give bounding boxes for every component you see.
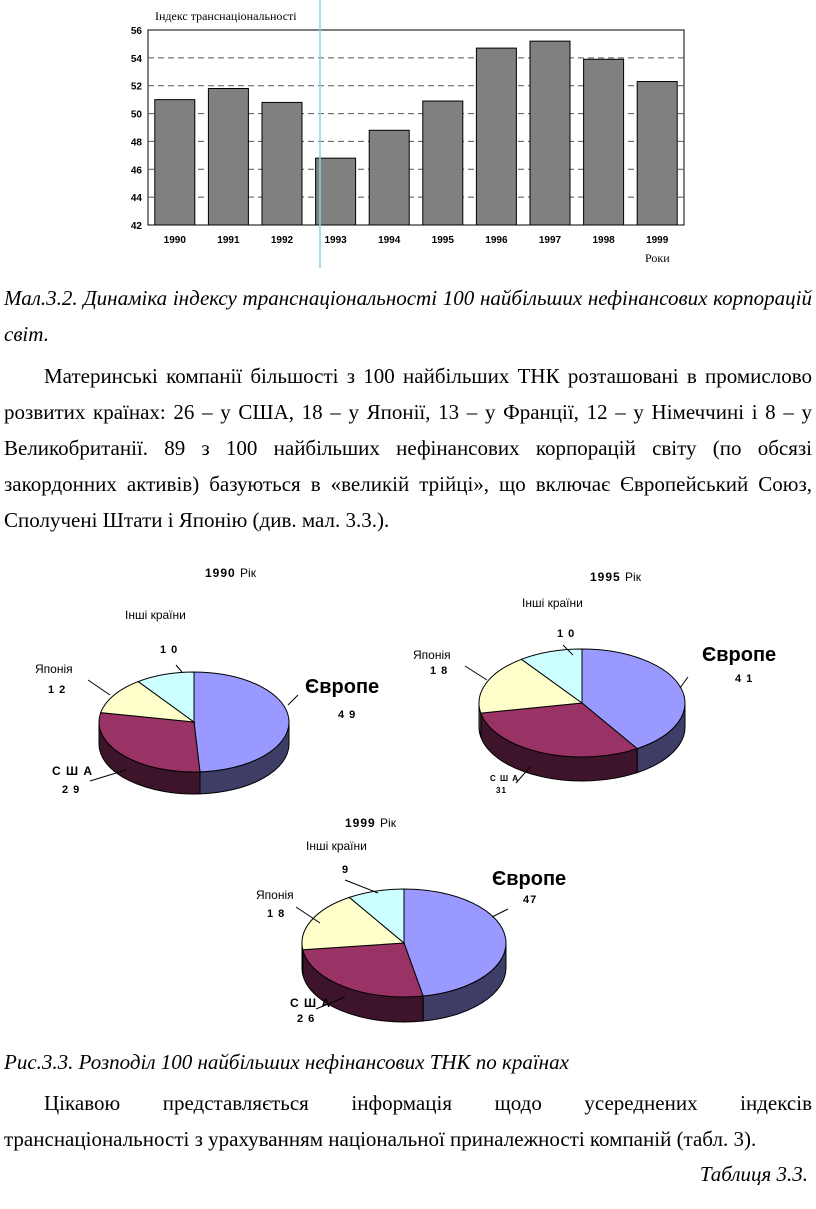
bar-1996	[476, 48, 516, 225]
bar-ytick-label: 44	[130, 193, 142, 205]
figure-caption-3-3: Рис.3.3. Розподіл 100 найбільших нефінансових ТНК по країнах	[4, 1050, 569, 1074]
paragraph-parent-companies: Материнські компанії більшості з 100 найбільших ТНК розташовані в промислово розвитих країнах: 26 – у США, 18 – у Японії, 13 – у Франції, 12 – у Німеччині і 8 – у Великобританії. 89 з 100 найбільших нефінансових корпорацій світу (по обсязі закордонних активів) базуються в «великій трійці», що включає Європейський Союз, Сполучені Штати і Японію (див. мал. 3.3.).	[4, 364, 812, 532]
pie-leader-line	[288, 695, 298, 705]
pie-label-other: Інші країни	[522, 596, 583, 610]
pie-label-japan: Японія	[413, 648, 451, 662]
bar-ytick-label: 52	[130, 81, 142, 93]
pie-value-japan: 1 8	[267, 908, 286, 920]
pie-value-other: 1 0	[160, 644, 179, 656]
table-label: Таблиця 3.3.	[699, 1162, 808, 1186]
pie-value-europe: 47	[523, 894, 538, 906]
bar-xtick-label: 1994	[378, 235, 401, 246]
pie-leader-line	[176, 665, 182, 672]
pie-label-other: Інші країни	[306, 839, 367, 853]
pie-label-japan: Японія	[256, 888, 294, 902]
pie-leader-line	[345, 880, 378, 893]
bar-xtick-label: 1993	[324, 235, 347, 246]
pie-value-other: 1 0	[557, 628, 576, 640]
bar-chart	[0, 0, 816, 280]
pie-label-us: С Ш А	[290, 996, 332, 1010]
bar-chart-xlabel: Роки	[645, 251, 670, 265]
bar-1993	[316, 158, 356, 225]
bar-xtick-label: 1995	[431, 235, 454, 246]
paragraph-average-indices: Цікавою представляється інформація щодо усереднених індексів транснаціональності з урахуванням національної приналежності компаній (табл. 3).	[4, 1091, 812, 1151]
pie-title: 1995 Рік	[590, 570, 641, 584]
pie-label-us: С Ш А	[490, 774, 520, 783]
pie-label-europe: Європе	[305, 676, 380, 698]
bar-1991	[208, 89, 248, 226]
bar-1995	[423, 101, 463, 225]
pie-value-europe: 4 1	[735, 673, 754, 685]
bar-ytick-label: 42	[130, 221, 142, 232]
pie-value-us: 2 9	[62, 784, 81, 796]
bar-1998	[584, 59, 624, 225]
pie-value-japan: 1 8	[430, 665, 449, 677]
bar-ytick-label: 54	[130, 53, 142, 65]
bar-1990	[155, 100, 195, 225]
bar-ytick-label: 48	[130, 137, 142, 149]
pie-label-europe: Європе	[492, 868, 567, 890]
bar-xtick-label: 1997	[538, 235, 562, 246]
bar-xtick-label: 1992	[270, 235, 294, 246]
bar-xtick-label: 1990	[163, 235, 186, 246]
bar-chart-ylabel: Індекс транснаціональності	[155, 9, 297, 23]
bar-ytick-label: 46	[130, 165, 142, 177]
pie-chart-1995	[413, 570, 776, 795]
pie-value-us: 2 6	[297, 1013, 316, 1025]
pie-value-us: 31	[496, 786, 507, 795]
bar-xtick-label: 1996	[485, 235, 508, 246]
bar-ytick-label: 50	[130, 109, 142, 121]
bar-ytick-label: 56	[130, 26, 142, 37]
pie-charts	[0, 555, 816, 1035]
pie-leader-line	[492, 909, 508, 917]
pie-value-other: 9	[342, 864, 350, 876]
bar-1997	[530, 41, 570, 225]
pie-leader-line	[680, 677, 688, 688]
pie-title: 1999 Рік	[345, 816, 396, 830]
bar-1994	[369, 130, 409, 225]
pie-label-us: С Ш А	[52, 764, 94, 778]
bar-1992	[262, 102, 302, 225]
pie-label-other: Інші країни	[125, 608, 186, 622]
pie-chart-1999	[256, 816, 566, 1025]
figure-caption-3-2: Мал.3.2. Динаміка індексу транснаціональності 100 найбільших нефінансових корпорацій світ.	[4, 286, 812, 346]
pie-label-europe: Європе	[702, 644, 777, 666]
pie-value-europe: 4 9	[338, 709, 357, 721]
pie-leader-line	[465, 666, 487, 680]
pie-title: 1990 Рік	[205, 566, 256, 580]
bar-xtick-label: 1998	[592, 235, 615, 246]
bar-xtick-label: 1991	[217, 235, 240, 246]
pie-leader-line	[88, 680, 110, 695]
pie-label-japan: Японія	[35, 662, 73, 676]
bar-1999	[637, 82, 677, 225]
bar-xtick-label: 1999	[646, 235, 669, 246]
pie-chart-1990	[35, 566, 379, 796]
pie-value-japan: 1 2	[48, 684, 67, 696]
